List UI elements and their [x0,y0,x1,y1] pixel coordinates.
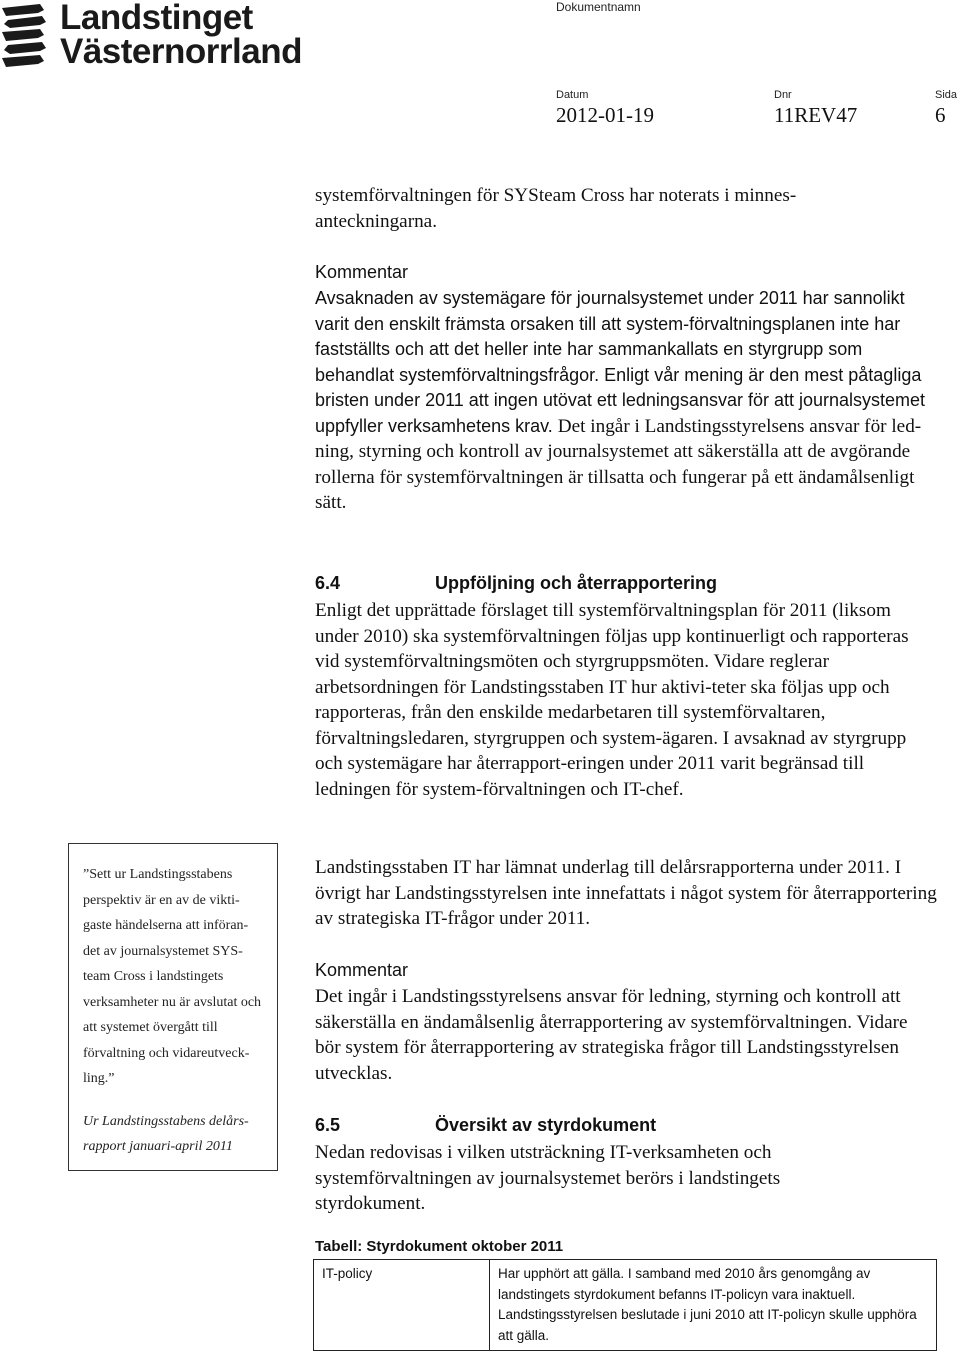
page-value: 6 [935,103,946,127]
org-name-line2: Västernorrland [60,32,302,71]
section-6-5-paragraph: Nedan redovisas i vilken utsträckning IT-verksamheten och systemförvaltningen av journalsystemet berörs i landstingets styrdokument. [315,1142,781,1214]
kommentar-paragraph-1 [315,286,927,516]
org-logo [0,0,300,72]
section-6-4-heading [315,573,717,594]
landstinget-emblem-icon [0,2,46,68]
kommentar-paragraph-1b: Det ingår i Landstingsstyrelsens ansvar för led-ning, styrning och kontroll av journalsystemet att säkerställa att de avgörande rollerna för systemförvaltningen är tillsatta och fungerar på ett ändamålsenligt sätt. [315,415,922,513]
org-name-line1: Landstinget [60,0,253,37]
page-label: Sida [935,89,958,101]
table-caption: Tabell: Styrdokument oktober 2011 [315,1238,564,1255]
section-6-5-title: Översikt av styrdokument [435,1115,657,1135]
table-cell-document: IT-policy [314,1260,490,1351]
table-row [314,1260,937,1351]
sidebar-quote-box [68,843,278,1171]
section-6-4-paragraph-2: Landstingsstaben IT har lämnat underlag till delårsrapporterna under 2011. I övrigt har Landstingsstyrelsen inte innefattats i något system för återrapportering av strategiska IT-frågor under 2011. [315,857,937,929]
section-6-5-heading [315,1115,656,1136]
quote-source: Ur Landstingsstabens delårs-rapport januari-april 2011 [83,1113,249,1154]
date-value: 2012-01-19 [556,103,654,127]
intro-paragraph: systemförvaltningen för SYSteam Cross har noterats i minnes-anteckningarna. [315,185,797,232]
date-label: Datum [556,89,589,101]
section-6-5-number: 6.5 [315,1115,341,1135]
document-name-label: Dokumentnamn [556,0,641,14]
section-6-4-title: Uppföljning och återrapportering [435,573,717,593]
kommentar-paragraph-2: Det ingår i Landstingsstyrelsens ansvar för ledning, styrning och kontroll att säkerställa en ändamålsenlig återrapportering av systemförvaltningen. Vidare bör system för återrapportering av strategiska frågor till Landstingsstyrelsen utvecklas. [315,986,908,1084]
section-6-4-paragraph-1: Enligt det upprättade förslaget till systemförvaltningsplan för 2011 (liksom under 2010) ska systemförvaltningen följas upp kontinuerligt och rapporteras vid systemförvaltningsmöten och styrgruppsmöten. Vidare reglerar arbetsordningen för Landstingsstaben IT hur aktivi-teter ska följas upp och rapporteras, från den enskilde medarbetaren till systemförvaltaren, förvaltningsledaren, styrgruppen och system-ägaren. I avsaknad av styrgrupp och systemägare har återrapport-eringen under 2011 varit begränsad till ledningen för system-förvaltningen och IT-chef. [315,600,909,800]
section-6-4-number: 6.4 [315,573,341,593]
quote-text: ”Sett ur Landstingsstabens perspektiv är en av de vikti-gaste händelserna att införan-det av journalsystemet SYS-team Cross i landstingets verksamheter nu är avslutat och att systemet övergått till förvaltning och vidareutveck-ling.” [83,867,262,1086]
kommentar-heading-1: Kommentar [315,262,409,282]
dnr-value: 11REV47 [774,103,858,127]
kommentar-paragraph-1a: Avsaknaden av systemägare för journalsystemet under 2011 har sannolikt varit den enskilt främsta orsaken till att system-förvaltningsplanen inte har fastställts och att det heller inte har sammankallats en styrgrupp som behandlat systemförvaltningsfrågor. Enligt vår mening är den mest påtagliga bristen under 2011 att ingen utövat ett ledningsansvar för att journalsystemet uppfyller verksamhetens krav. [315,288,926,436]
dnr-label: Dnr [774,89,792,101]
styrdokument-table [313,1259,937,1351]
kommentar-heading-2: Kommentar [315,960,409,980]
table-cell-status: Har upphört att gälla. I samband med 2010 års genomgång av landstingets styrdokument befanns IT-policyn vara inaktuell. Landstingsstyrelsen beslutade i juni 2010 att IT-policyn skulle upphöra att gälla. [490,1260,937,1351]
